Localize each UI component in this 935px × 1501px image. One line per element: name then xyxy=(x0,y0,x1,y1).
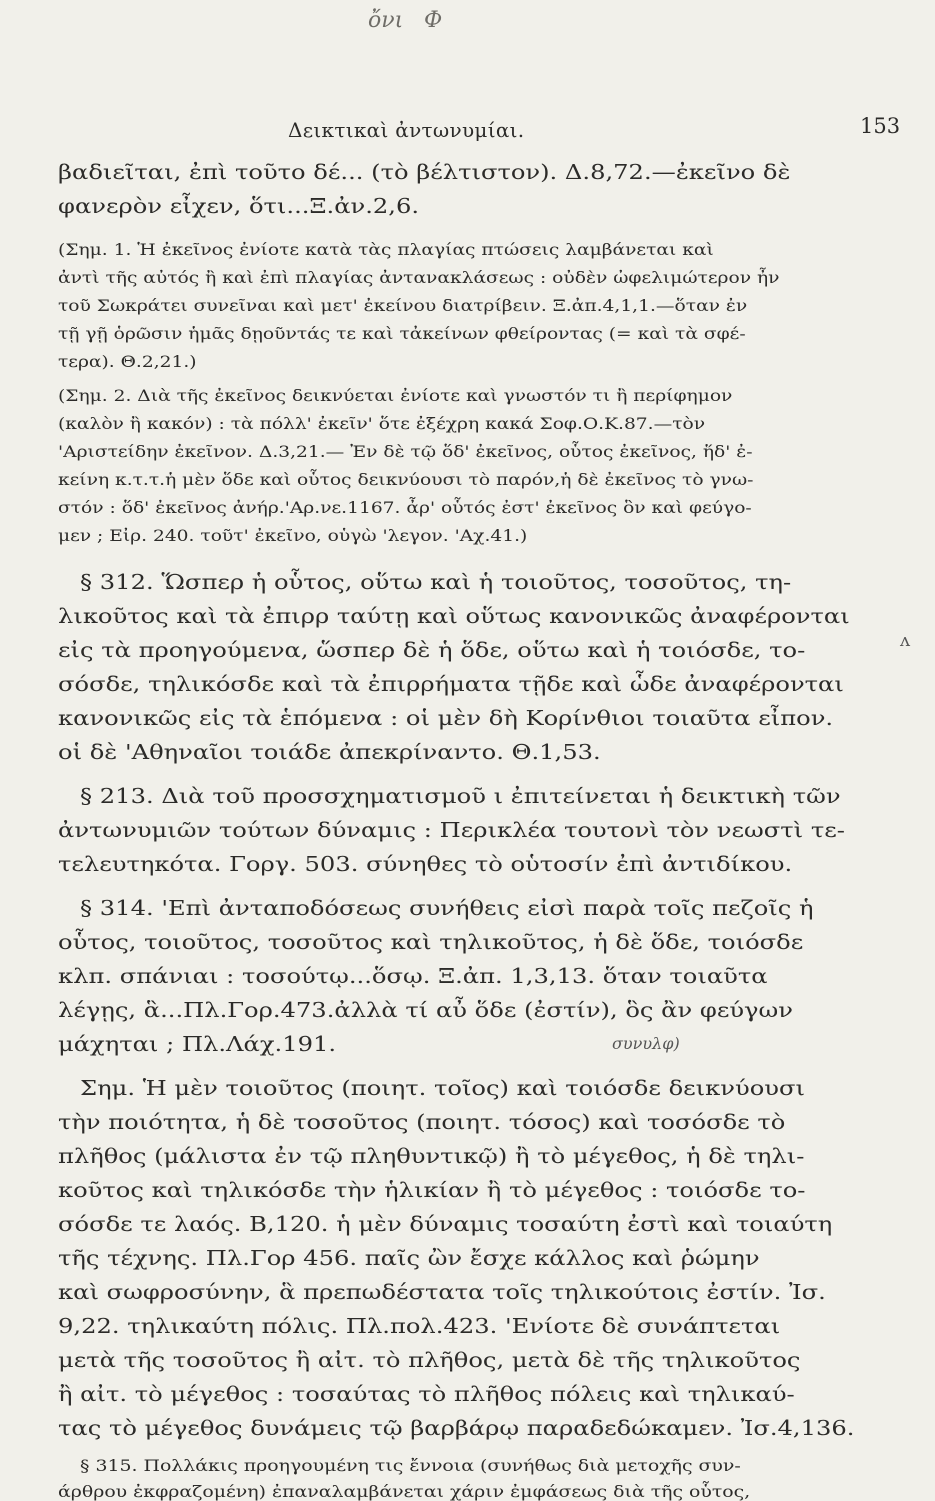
text-line: § 213. Διὰ τοῦ προσσχηματισμοῦ ι ἐπιτείνεται ἡ δεικτικὴ τῶν xyxy=(80,784,841,808)
text-line: μάχηται ; Πλ.Λάχ.191. xyxy=(58,1032,337,1056)
text-line: Σημ. Ἡ μὲν τοιοῦτος (ποιητ. τοῖος) καὶ τοιόσδε δεικνύουσι xyxy=(80,1076,805,1100)
text-line: κείνη κ.τ.τ.ἡ μὲν ὅδε καὶ οὗτος δεικνύουσι τὸ παρόν,ἡ δὲ ἐκεῖνος τὸ γνω- xyxy=(58,470,754,489)
text-line: λέγῃς, ἃ...Πλ.Γορ.473.ἀλλὰ τί αὖ ὅδε (ἐστίν), ὃς ἂν φεύγων xyxy=(58,998,793,1022)
text-line: οὗτος, τοιοῦτος, τοσοῦτος καὶ τηλικοῦτος, ἡ δὲ ὅδε, τοιόσδε xyxy=(58,930,804,954)
text-line: μεν ; Εἰρ. 240. τοῦτ' ἐκεῖνο, οὑγὼ 'λεγον. 'Αχ.41.) xyxy=(58,526,528,545)
text-line: οἱ δὲ 'Αθηναῖοι τοιάδε ἀπεκρίναντο. Θ.1,53. xyxy=(58,740,601,764)
text-line: άρθρου ἐκφραζομένη) ἐπαναλαμβάνεται χάριν ἐμφάσεως διὰ τῆς οὗτος, xyxy=(58,1482,751,1501)
text-line: καὶ σωφροσύνην, ἃ πρεπωδέστατα τοῖς τηλικούτοις ἐστίν. Ἰσ. xyxy=(58,1280,826,1304)
text-line: (Σημ. 2. Διὰ τῆς ἐκεῖνος δεικνύεται ἐνίοτε καὶ γνωστόν τι ἢ περίφημον xyxy=(58,386,733,405)
text-line: κανονικῶς εἰς τὰ ἑπόμενα : οἱ μὲν δὴ Κορίνθιοι τοιαῦτα εἶπον. xyxy=(58,706,834,730)
text-line: τῆς τέχνης. Πλ.Γορ 456. παῖς ὢν ἔσχε κάλλος καὶ ῥώμην xyxy=(58,1246,760,1270)
text-line: § 312. Ὥσπερ ἡ οὗτος, οὕτω καὶ ἡ τοιοῦτος, τοσοῦτος, τη- xyxy=(80,570,792,594)
text-line: μετὰ τῆς τοσοῦτος ἢ αἰτ. τὸ πλῆθος, μετὰ δὲ τῆς τηλικοῦτος xyxy=(58,1348,801,1372)
text-line: § 315. Πολλάκις προηγουμένη τις ἔννοια (συνήθως διὰ μετοχῆς συν- xyxy=(80,1456,741,1475)
text-line: κλπ. σπάνιαι : τοσούτῳ...ὅσῳ. Ξ.ἀπ. 1,3,13. ὅταν τοιαῦτα xyxy=(58,964,768,988)
text-line: φανερὸν εἶχεν, ὅτι...Ξ.ἀν.2,6. xyxy=(58,194,420,218)
text-line: (καλὸν ἢ κακόν) : τὰ πόλλ' ἐκεῖν' ὅτε ἐξέχρη κακά Σοφ.Ο.Κ.87.—τὸν xyxy=(58,414,706,433)
text-line: ἢ αἰτ. τὸ μέγεθος : τοσαύτας τὸ πλῆθος πόλεις καὶ τηλικαύ- xyxy=(58,1382,795,1406)
handwritten-note-top-left: ὄνι xyxy=(368,8,404,33)
text-line: τοῦ Σωκράτει συνεῖναι καὶ μετ' ἐκείνου διατρίβειν. Ξ.ἀπ.4,1,1.—ὅταν ἐν xyxy=(58,296,748,315)
text-line: σόσδε, τηλικόσδε καὶ τὰ ἐπιρρήματα τῇδε καὶ ὧδε ἀναφέρονται xyxy=(58,672,844,696)
margin-mark-right: ʌ xyxy=(900,630,911,651)
text-line: τελευτηκότα. Γοργ. 503. σύνηθες τὸ οὑτοσίν ἐπὶ ἀντιδίκου. xyxy=(58,852,793,876)
text-line: (Σημ. 1. Ἡ ἐκεῖνος ἐνίοτε κατὰ τὰς πλαγίας πτώσεις λαμβάνεται καὶ xyxy=(58,240,714,259)
text-line: στόν : ὅδ' ἐκεῖνος ἀνήρ.'Αρ.νε.1167. ἆρ' οὗτός ἐστ' ἐκεῖνος ὃν καὶ φεύγο- xyxy=(58,498,752,517)
text-line: σόσδε τε λαός. Β,120. ἡ μὲν δύναμις τοσαύτη ἐστὶ καὶ τοιαύτη xyxy=(58,1212,833,1236)
running-title: Δεικτικαὶ ἀντωνυμίαι. xyxy=(288,118,525,142)
text-line: εἰς τὰ προηγούμενα, ὥσπερ δὲ ἡ ὅδε, οὕτω καὶ ἡ τοιόσδε, το- xyxy=(58,638,806,662)
handwritten-note-top-right: Ф xyxy=(424,8,443,33)
text-line: ἀντὶ τῆς αὐτός ἢ καὶ ἐπὶ πλαγίας ἀντανακλάσεως : οὐδὲν ὠφελιμώτερον ἦν xyxy=(58,268,780,287)
text-line: ἀντωνυμιῶν τούτων δύναμις : Περικλέα τουτονὶ τὸν νεωστὶ τε- xyxy=(58,818,845,842)
text-line: 9,22. τηλικαύτη πόλις. Πλ.πολ.423. 'Ενίοτε δὲ συνάπτεται xyxy=(58,1314,781,1338)
text-line: βαδιεῖται, ἐπὶ τοῦτο δέ... (τὸ βέλτιστον). Δ.8,72.—ἐκεῖνο δὲ xyxy=(58,160,791,184)
page-number: 153 xyxy=(860,114,901,138)
text-line: κοῦτος καὶ τηλικόσδε τὴν ἡλικίαν ἢ τὸ μέγεθος : τοιόσδε το- xyxy=(58,1178,806,1202)
handwritten-inline-note: συνυλφ) xyxy=(612,1034,680,1053)
text-line: 'Αριστείδην ἐκεῖνον. Δ.3,21.— Ἐν δὲ τῷ ὅδ' ἐκεῖνος, οὗτος ἐκεῖνος, ἥδ' ἐ- xyxy=(58,442,753,461)
text-line: § 314. 'Επὶ ἀνταποδόσεως συνήθεις εἰσὶ παρὰ τοῖς πεζοῖς ἡ xyxy=(80,896,814,920)
text-line: τῇ γῇ ὁρῶσιν ἡμᾶς δῃοῦντάς τε καὶ τἀκείνων φθείροντας (= καὶ τὰ σφέ- xyxy=(58,324,746,343)
text-line: τας τὸ μέγεθος δυνάμεις τῷ βαρβάρῳ παραδεδώκαμεν. Ἰσ.4,136. xyxy=(58,1416,855,1440)
text-line: τερα). Θ.2,21.) xyxy=(58,352,197,371)
text-line: τὴν ποιότητα, ἡ δὲ τοσοῦτος (ποιητ. τόσος) καὶ τοσόσδε τὸ xyxy=(58,1110,786,1134)
text-line: πλῆθος (μάλιστα ἐν τῷ πληθυντικῷ) ἢ τὸ μέγεθος, ἡ δὲ τηλι- xyxy=(58,1144,805,1168)
text-line: λικοῦτος καὶ τὰ ἐπιρρ ταύτῃ καὶ οὕτως κανονικῶς ἀναφέρονται xyxy=(58,604,850,628)
